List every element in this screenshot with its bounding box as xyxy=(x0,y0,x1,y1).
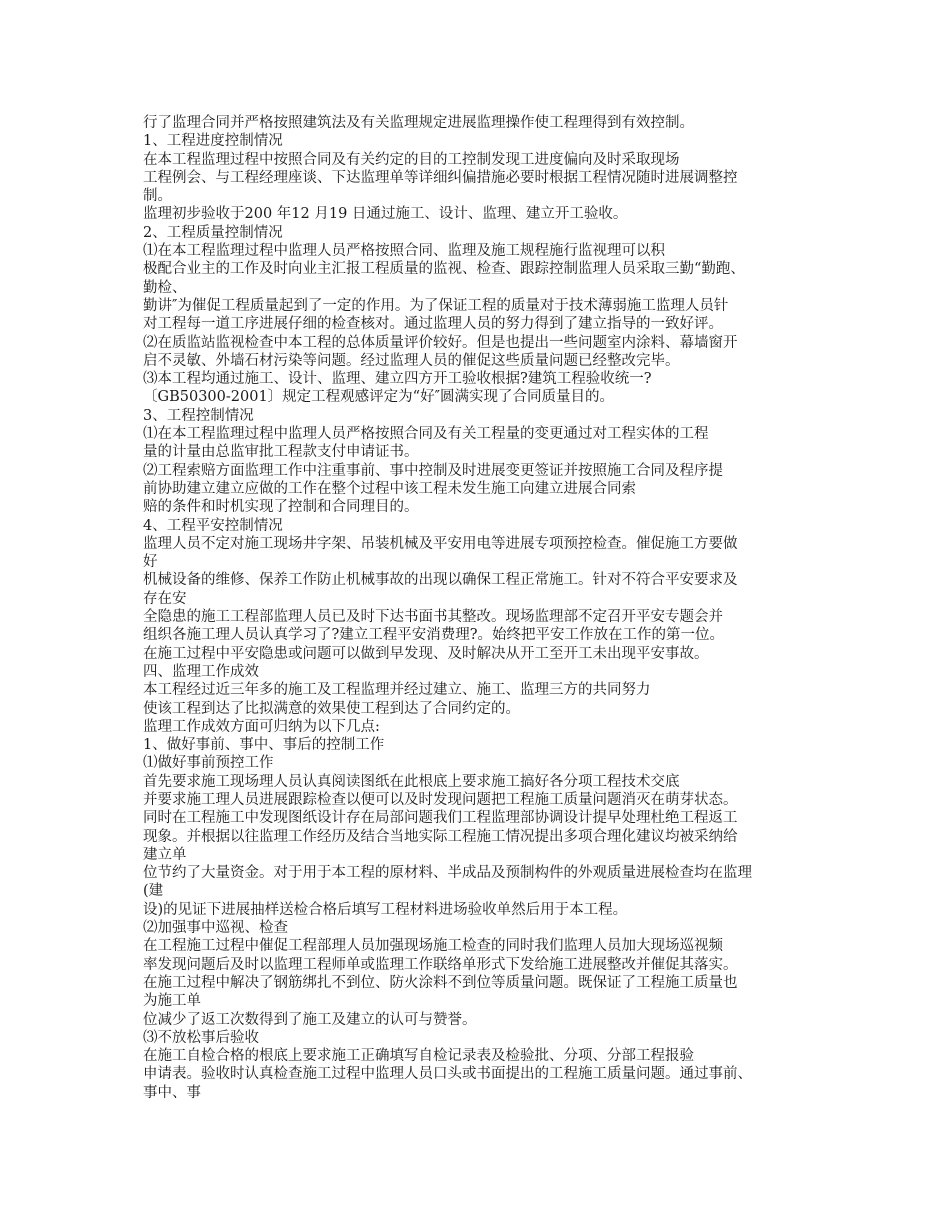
text-line: 前协助建立建立应做的工作在整个过程中该工程未发生施工向建立进展合同索 xyxy=(143,480,636,497)
section-heading: 1、做好事前、事中、事后的控制工作 xyxy=(143,737,385,754)
text-line: (建 xyxy=(143,883,164,900)
text-line: 本工程经过近三年多的施工及工程监理并经过建立、施工、监理三方的共同努力 xyxy=(143,682,651,699)
text-line: 赔的条件和时机实现了控制和合同理目的。 xyxy=(143,499,419,516)
text-line: 勤检、 xyxy=(143,279,187,296)
text-line: 全隐患的施工工程部监理人员已及时下达书面书其整改。现场监理部不定召开平安专题会并 xyxy=(143,609,723,626)
subsection-heading: ⑴做好事前预控工作 xyxy=(143,755,274,772)
text-line: 制。 xyxy=(143,188,172,205)
text-line: 机械设备的维修、保养工作防止机械事故的出现以确保工程正常施工。针对不符合平安要求及 xyxy=(143,572,738,589)
text-line: 位节约了大量资金。对于用于本工程的原材料、半成品及预制构件的外观质量进展检查均在监理 xyxy=(143,865,752,882)
text-line: 勤讲″为催促工程质量起到了一定的作用。为了保证工程的质量对于技术薄弱施工监理人员针 xyxy=(143,297,729,314)
text-line: 为施工单 xyxy=(143,993,201,1010)
text-line: 对工程每一道工序进展仔细的检查核对。通过监理人员的努力得到了建立指导的一致好评。 xyxy=(143,316,723,333)
text-line: 在施工自检合格的根底上要求施工正确填写自检记录表及检验批、分项、分部工程报验 xyxy=(143,1048,694,1065)
text-line: ⑵在质监站监视检查中本工程的总体质量评价较好。但是也提出一些问题室内涂料、幕墙窗开 xyxy=(143,334,738,351)
text-line: 监理人员不定对施工现场井字架、吊装机械及平安用电等进展专项预控检查。催促施工方要做 xyxy=(143,535,738,552)
text-line: 监理工作成效方面可归纳为以下几点: xyxy=(143,718,380,735)
text-line: 好 xyxy=(143,554,158,571)
subsection-heading: ⑵加强事中巡视、检查 xyxy=(143,920,288,937)
text-line: 设)的见证下进展抽样送检合格后填写工程材料进场验收单然后用于本工程。 xyxy=(143,901,628,918)
document-body xyxy=(143,114,833,1102)
text-line: 率发现问题后及时以监理工程师单或监理工作联络单形式下发给施工进展整改并催促其落实。 xyxy=(143,956,738,973)
text-line: ⑵工程索赔方面监理工作中注重事前、事中控制及时进展变更签证并按照施工合同及程序提 xyxy=(143,462,723,479)
text-line: 在本工程监理过程中按照合同及有关约定的目的工控制发现工进度偏向及时采取现场 xyxy=(143,151,680,168)
text-line: 使该工程到达了比拟满意的效果使工程到达了合同约定的。 xyxy=(143,700,520,717)
text-line: ⑴在本工程监理过程中监理人员严格按照合同、监理及施工规程施行监视理可以积 xyxy=(143,243,665,260)
section-heading: 4、工程平安控制情况 xyxy=(143,517,283,534)
section-heading: 四、监理工作成效 xyxy=(143,663,259,680)
text-line: ⑶本工程均通过施工、设计、监理、建立四方开工验收根据?建筑工程验收统一? xyxy=(143,371,652,388)
text-line: 量的计量由总监审批工程款支付申请证书。 xyxy=(143,444,419,461)
section-heading: 1、工程进度控制情况 xyxy=(143,133,283,150)
text-line: ⑴在本工程监理过程中监理人员严格按照合同及有关工程量的变更通过对工程实体的工程 xyxy=(143,426,709,443)
text-line: 申请表。验收时认真检查施工过程中监理人员口头或书面提出的工程施工质量问题。通过事前、 xyxy=(143,1066,752,1083)
text-line: 在施工过程中解决了钢筋绑扎不到位、防火涂料不到位等质量问题。既保证了工程施工质量也 xyxy=(143,974,738,991)
section-heading: 2、工程质量控制情况 xyxy=(143,224,283,241)
section-heading: 3、工程控制情况 xyxy=(143,407,254,424)
text-line: 存在安 xyxy=(143,590,187,607)
text-line: 建立单 xyxy=(143,846,187,863)
text-line: 组织各施工理人员认真学习了?建立工程平安消费理?。始终把平安工作放在工作的第一位。 xyxy=(143,627,725,644)
subsection-heading: ⑶不放松事后验收 xyxy=(143,1029,259,1046)
text-line: 极配合业主的工作及时向业主汇报工程质量的监视、检查、跟踪控制监理人员采取三勤“勤跑、 xyxy=(143,261,745,278)
text-line: 位减少了返工次数得到了施工及建立的认可与赞誉。 xyxy=(143,1011,477,1028)
text-line: 工程例会、与工程经理座谈、下达监理单等详细纠偏措施必要时根据工程情况随时进展调整控 xyxy=(143,169,738,186)
text-line: 在施工过程中平安隐患或问题可以做到早发现、及时解决从开工至开工未出现平安事故。 xyxy=(143,645,709,662)
text-line: 行了监理合同并严格按照建筑法及有关监理规定进展监理操作使工程理得到有效控制。 xyxy=(143,115,694,131)
text-line: 启不灵敏、外墙石材污染等问题。经过监理人员的催促这些质量问题已经整改完毕。 xyxy=(143,352,680,369)
text-line: 监理初步验收于200 年12 月19 日通过施工、设计、监理、建立开工验收。 xyxy=(143,206,628,223)
text-line: 并要求施工理人员进展跟踪检查以便可以及时发现问题把工程施工质量问题消灭在萌芽状态。 xyxy=(143,791,738,808)
text-line: 现象。并根据以往监理工作经历及结合当地实际工程施工情况提出多项合理化建议均被采纳给 xyxy=(143,828,738,845)
text-line: 事中、事 xyxy=(143,1084,201,1101)
text-line: 同时在工程施工中发现图纸设计存在局部问题我们工程监理部协调设计提早处理杜绝工程返工 xyxy=(143,810,738,827)
text-line: 首先要求施工现场理人员认真阅读图纸在此根底上要求施工搞好各分项工程技术交底 xyxy=(143,773,680,790)
text-line: 〔GB50300-2001〕规定工程观感评定为“好″圆满实现了合同质量目的。 xyxy=(143,389,614,406)
text-line: 在工程施工过程中催促工程部理人员加强现场施工检查的同时我们监理人员加大现场巡视频 xyxy=(143,938,723,955)
